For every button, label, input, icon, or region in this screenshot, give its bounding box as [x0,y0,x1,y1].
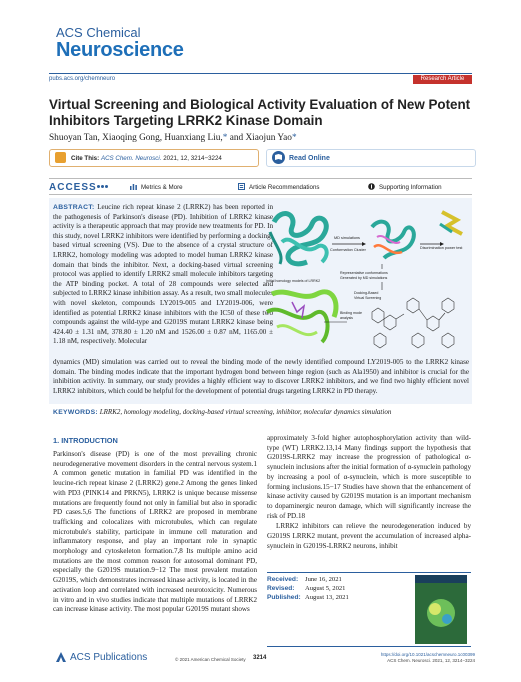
revised-label: Revised: [267,585,295,592]
fig-representative: Representative conformations [340,271,388,275]
abstract-continued: dynamics (MD) simulation was carried out to reveal the binding mode of the newly identified compound LY2019-005 to the LRRK2 kinase domain. The binding modes indicate that the important hydrogen bond between hinge region (such as Ala1950) and inhibitor is crucial for the inhibition activity. In summary, our study provides a highly efficient way to discover LRRK2 inhibitors, and we find two highly efficient novel LRRK2 inhibitors, which could be helpful for the development of potential drugs targeting LRRK2 in PD therapy. [53,358,469,395]
corresponding-mark-2[interactable]: * [291,133,297,143]
fig-binding-mode: Binding mode [340,311,362,315]
journal-name-line1: ACS Chemical [56,25,141,40]
fig-md-simulations: MD simulations [334,236,360,240]
keywords-text: LRRK2, homology modeling, docking-based virtual screening, inhibitor, molecular dynamics simulation [99,408,392,416]
bar-chart-icon [130,183,137,190]
author-list [49,133,297,143]
section-heading: 1. INTRODUCTION [53,436,118,445]
header-rule [49,73,472,74]
access-label: ACCESS [49,182,97,193]
arrowhead-icon [362,242,366,246]
intro-right-paragraph-2: LRRK2 inhibitors can relieve the neurodegeneration induced by G2019S LRRK2 mutant, prevent the accumulation of increased alpha-synuclein in G2019S-LRRK2 neurons, inhibit [267,522,471,550]
fig-conformation-cluster: Conformation Cluster [330,248,366,252]
cluster-ribbon-icon [372,222,414,258]
abstract-text [53,203,273,347]
access-dot-icon [105,185,108,188]
fig-discrimination: Discrimination power test [420,246,463,250]
supporting-info-link[interactable]: Supporting Information [379,184,442,191]
supporting-info-icon [368,183,375,190]
published-date [267,594,349,601]
access-dot-icon [97,185,100,188]
revised-date [267,585,345,592]
metrics-link[interactable]: Metrics & More [141,184,183,191]
copyright-notice: © 2021 American Chemical Society [175,657,246,662]
abstract-body: Leucine rich repeat kinase 2 (LRRK2) has been reported in the pathogenesis of Parkinson's disease (PD). Inhibition of LRRK2 kinase activity is a therapeutic approach that may provide new treatments for PD. In this study, novel LRRK2 inhibitors were identified by performing a docking-based virtual screening (VS). Due to the absence of a crystal structure of LRRK2, homology modeling was adopted to model human LRRK2 kinase domain that binds the inhibitor. Next, a docking-based virtual screening protocol was applied to identify LRRK2 small molecule inhibitors targeting the ATP binding pocket. A total of 28 compounds were selected and subjected to LRRK2 kinase inhibition assay. As a result, two small molecules with novel skeleton, compounds LY2019-005 and LY2019-006, were identified as potential LRRK2 kinase inhibitors with the IC50 of these two compounds against the wild-type and G2019S mutant LRRK2 kinase being 424.40 ± 1.31 nM, 378.80 ± 1.20 nM and 1526.00 ± 0.87 nM, 1165.00 ± 1.18 nM, respectively. Molecular [53,203,273,346]
document-icon [238,183,245,190]
read-online-label[interactable]: Read Online [289,155,330,162]
intro-left-column: Parkinson's disease (PD) is one of the most prevailing chronic neurodegenerative movement disorders in the central nervous system.1 A common genetic mutation in familial PD was identified in the leucine-rich repeat kinase 2 (LRRK2) gene.2 Among the genes linked with PD3 (PINK14 and PRKN5), LRRK2 is unique because missense mutations are frequently found not only in familial but also in sporadic PD cases.5,6 The functions of LRRK2 are proposed in membrane trafficking and colocalizes with microtubules, which can regulate microtubule's stability, participate in immune cell maturation and inflammatory response, and play an important role in synaptic morphology and cytoskeleton formation.7,8 Its multiple amino acid mutations are the most common reason for autosomal dominant PD, especially the G2019S mutation.9−12 The most prevalent mutation G2019S, which demonstrates increased kinase activity, is located in the activation loop and correlated with increased neurotoxicity. Numerous in vitro and in vivo studies indicate that multiple mutations of LRRK2 can increase kinase activity. The most popular G2019S mutant shows [53,450,257,614]
received-label: Received: [267,576,299,583]
binding-pocket-icon [267,292,336,342]
quote-icon [55,152,66,163]
cite-journal: ACS Chem. Neurosci. [100,155,162,162]
journal-cover-thumbnail[interactable] [415,575,467,644]
cite-this-text[interactable] [71,155,222,162]
keywords-line [53,408,469,417]
abstract-label: ABSTRACT: [53,204,95,211]
molecule-structure-icon [372,298,454,348]
read-online-icon [272,151,285,164]
received-date [267,576,342,583]
keywords-label: KEYWORDS: [53,409,98,416]
corresponding-mark[interactable]: * [222,133,228,143]
sheet-ribbon-icon [440,212,462,234]
intro-right-paragraph-1: approximately 3-fold higher autophosphorylation activity than wild-type (WT) LRRK2.13,14 Many findings support the hypothesis that G2019S-LRRK2 may increase the progression of pathological α-synuclein inclusions after the initial formation of α-synuclein pathology by increasing a pool of α-synuclein, which is more susceptible to forming inclusions.15−17 Studies have shown that the enhancement of kinase activity caused by G2019S mutation is an important mechanism to dopaminergic neuron damage, which will significantly increase the risk of PD.18 [267,434,471,520]
footer-citation: ACS Chem. Neurosci. 2021, 12, 3214−3224 [387,658,475,663]
fig-analysis: analysis [340,316,353,320]
revised-value: August 5, 2021 [305,585,346,592]
acs-logo-icon [54,650,68,664]
published-label: Published: [267,594,301,601]
fig-generated-by: Generated by MD simulations [340,276,388,280]
toc-graphic[interactable] [262,202,469,358]
authors-text: Shuoyan Tan, Xiaoqing Gong, Huanxiang Liu, [49,133,223,143]
protein-ribbon-icon [270,214,327,264]
fig-initial-models: Initial homology models of LRRK2 [266,279,321,283]
article-type-badge: Research Article [413,75,472,84]
doi-link[interactable]: https://doi.org/10.1021/acschemneuro.1c00399 [380,652,475,657]
journal-logo [56,26,256,60]
journal-name-line2: Neuroscience [56,39,184,61]
fig-virtual-screening: Virtual Screening [354,296,382,300]
authors-last: and Xiaojun Yao [227,133,292,143]
publisher-name: ACS Publications [70,652,148,663]
fig-docking-based: Docking-Based [354,291,379,295]
cite-label: Cite This: [71,155,100,162]
recommendations-link[interactable]: Article Recommendations [249,184,320,191]
published-value: August 13, 2021 [305,594,349,601]
journal-url-link[interactable]: pubs.acs.org/chemneuro [49,76,116,82]
paper-title: Virtual Screening and Biological Activity Evaluation of New Potent Inhibitors Targeting LRRK2 Kinase Domain [49,97,471,128]
cite-ref: 2021, 12, 3214−3224 [163,155,222,162]
received-value: June 16, 2021 [305,576,342,583]
intro-right-column [267,434,471,551]
access-dot-icon [101,185,104,188]
page-number: 3214 [253,655,267,661]
